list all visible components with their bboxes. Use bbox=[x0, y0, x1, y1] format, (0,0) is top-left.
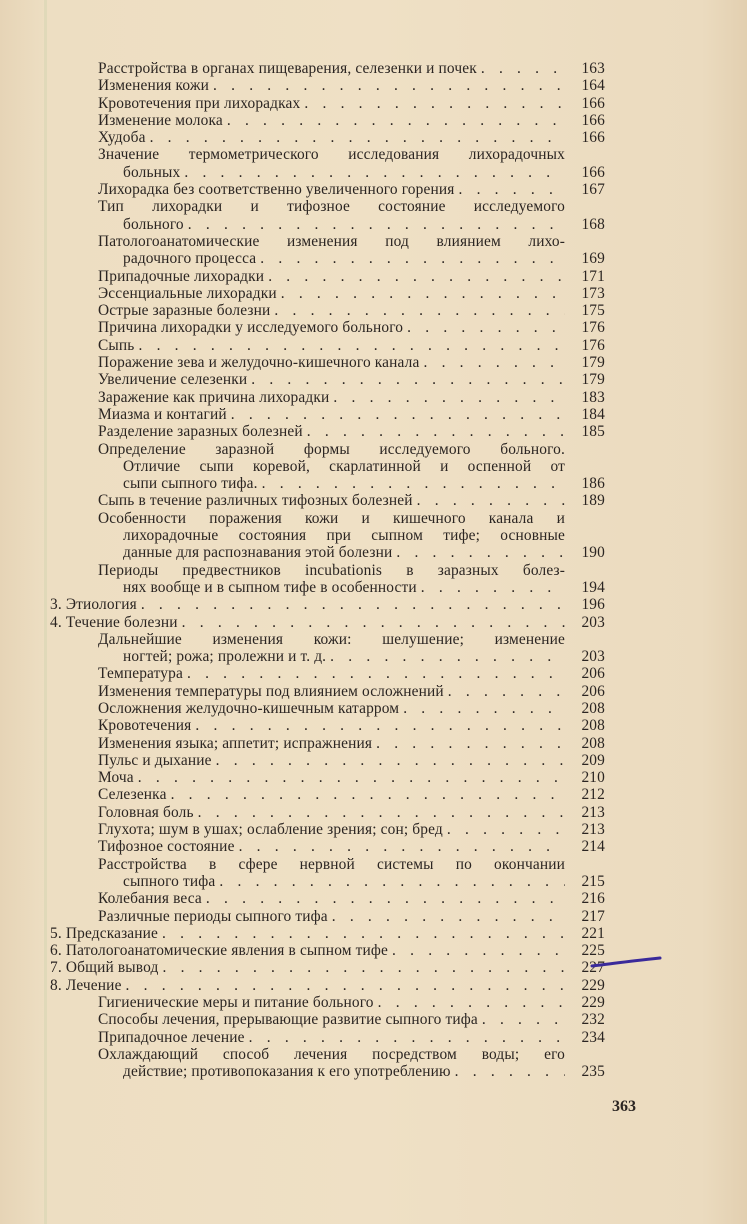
toc-entry-title-line: Тип лихорадки и тифозное состояние исследуемого bbox=[98, 198, 565, 216]
toc-entry-title: Гигиенические меры и питание больного bbox=[98, 994, 374, 1012]
leader-dots bbox=[403, 319, 565, 336]
toc-entry-title: Увеличение селезенки bbox=[98, 371, 248, 389]
toc-subsection[interactable] bbox=[50, 908, 605, 925]
table-of-contents bbox=[50, 60, 605, 1081]
leader-dots bbox=[300, 95, 565, 112]
toc-subsection[interactable] bbox=[50, 821, 605, 838]
toc-page-number: 184 bbox=[581, 405, 605, 423]
toc-entry-title: Способы лечения, прерывающие развитие сыпного тифа bbox=[98, 1011, 478, 1029]
toc-entry-title: Моча bbox=[98, 769, 134, 787]
toc-page-number: 176 bbox=[581, 319, 605, 337]
toc-page-number: 163 bbox=[581, 60, 605, 77]
toc-section[interactable] bbox=[50, 925, 605, 942]
toc-subsection[interactable] bbox=[50, 423, 605, 440]
toc-page-number: 168 bbox=[581, 215, 605, 233]
toc-entry-title: действие; противопоказания к его употреблению bbox=[123, 1063, 451, 1081]
toc-page-number: 227 bbox=[581, 959, 605, 977]
toc-subsection[interactable] bbox=[50, 700, 605, 717]
toc-subsection[interactable] bbox=[50, 769, 605, 786]
toc-page-number: 164 bbox=[581, 77, 605, 95]
leader-dots bbox=[326, 648, 565, 665]
page-number: 363 bbox=[612, 1098, 636, 1115]
leader-dots bbox=[209, 77, 565, 94]
toc-entry-title: Головная боль bbox=[98, 803, 194, 821]
toc-entry-title: Температура bbox=[98, 665, 183, 683]
leader-dots bbox=[413, 492, 565, 509]
toc-subsection[interactable] bbox=[50, 631, 605, 666]
toc-entry-title-line: Значение термометрического исследования лихорадочных bbox=[98, 146, 565, 164]
toc-page-number: 225 bbox=[581, 942, 605, 960]
leader-dots bbox=[158, 959, 565, 976]
toc-section[interactable] bbox=[50, 959, 605, 976]
toc-subsection[interactable] bbox=[50, 735, 605, 752]
toc-page-number: 212 bbox=[581, 786, 605, 804]
toc-page-number: 203 bbox=[581, 648, 605, 666]
toc-page-number: 235 bbox=[581, 1063, 605, 1081]
leader-dots bbox=[444, 683, 565, 700]
toc-page-number: 190 bbox=[581, 544, 605, 562]
toc-entry-title: Причина лихорадки у исследуемого больного bbox=[98, 319, 404, 337]
toc-entry-title: Кровотечения при лихорадках bbox=[98, 94, 301, 112]
toc-page-number: 208 bbox=[581, 717, 605, 735]
toc-entry-title: сыпного тифа bbox=[123, 872, 216, 890]
toc-subsection[interactable] bbox=[50, 371, 605, 388]
leader-dots bbox=[264, 268, 565, 285]
leader-dots bbox=[134, 769, 565, 786]
toc-entry-title: Кровотечения bbox=[98, 717, 192, 735]
toc-subsection[interactable] bbox=[50, 1011, 605, 1028]
toc-page-number: 189 bbox=[581, 492, 605, 510]
page-fold-shadow bbox=[44, 0, 47, 1224]
toc-entry-title: Сыпь bbox=[98, 336, 135, 354]
toc-section[interactable] bbox=[50, 596, 605, 613]
toc-entry-title: Расстройства в органах пищеварения, селезенки и почек bbox=[98, 60, 477, 77]
toc-subsection[interactable] bbox=[50, 1029, 605, 1046]
toc-page-number: 169 bbox=[581, 250, 605, 268]
toc-section[interactable] bbox=[50, 942, 605, 959]
toc-subsection[interactable] bbox=[50, 95, 605, 112]
toc-entry-title: 8. Лечение bbox=[50, 976, 122, 994]
leader-dots bbox=[245, 1029, 565, 1046]
toc-entry-title: Миазма и контагий bbox=[98, 405, 227, 423]
toc-page-number: 179 bbox=[581, 354, 605, 372]
toc-entry-title: 7. Общий вывод bbox=[50, 959, 159, 977]
leader-dots bbox=[451, 1063, 565, 1080]
leader-dots bbox=[158, 925, 565, 942]
toc-subsection[interactable] bbox=[50, 354, 605, 371]
leader-dots bbox=[194, 804, 565, 821]
toc-entry-title-line: лихорадочные состояния при сыпном тифе; основные bbox=[123, 527, 565, 545]
toc-entry-title: Различные периоды сыпного тифа bbox=[98, 907, 328, 925]
leader-dots bbox=[454, 181, 565, 198]
toc-page-number: 179 bbox=[581, 371, 605, 389]
toc-page-number: 185 bbox=[581, 423, 605, 441]
toc-entry-title: 6. Патологоанатомические явления в сыпном тифе bbox=[50, 942, 388, 960]
toc-subsection[interactable] bbox=[50, 302, 605, 319]
leader-dots bbox=[277, 285, 565, 302]
leader-dots bbox=[137, 596, 565, 613]
toc-entry-title: 5. Предсказание bbox=[50, 924, 159, 942]
leader-dots bbox=[372, 735, 565, 752]
toc-page-number: 175 bbox=[581, 302, 605, 320]
toc-entry-title-line: Расстройства в сфере нервной системы по окончании bbox=[98, 855, 565, 873]
leader-dots bbox=[443, 821, 565, 838]
toc-entry-title: нях вообще и в сыпном тифе в особенности bbox=[123, 578, 417, 596]
toc-page-number: 208 bbox=[581, 699, 605, 717]
toc-subsection[interactable] bbox=[50, 717, 605, 734]
toc-entry-title: больных bbox=[123, 163, 181, 181]
toc-page-number: 234 bbox=[581, 1028, 605, 1046]
leader-dots bbox=[227, 406, 565, 423]
toc-subsection[interactable] bbox=[50, 285, 605, 302]
toc-subsection[interactable] bbox=[50, 752, 605, 769]
leader-dots bbox=[215, 873, 565, 890]
toc-entry-title: Припадочные лихорадки bbox=[98, 267, 265, 285]
toc-page-number: 229 bbox=[581, 994, 605, 1012]
toc-entry-title: Разделение заразных болезней bbox=[98, 423, 303, 441]
leader-dots bbox=[417, 579, 565, 596]
toc-page-number: 232 bbox=[581, 1011, 605, 1029]
leader-dots bbox=[247, 371, 565, 388]
toc-entry-title: Изменения языка; аппетит; испражнения bbox=[98, 734, 373, 752]
leader-dots bbox=[388, 942, 565, 959]
toc-entry-title: сыпи сыпного тифа. bbox=[123, 475, 258, 493]
toc-entry-title-line: Патологоанатомические изменения под влиянием лихо- bbox=[98, 232, 565, 250]
toc-subsection[interactable] bbox=[50, 665, 605, 682]
toc-subsection[interactable] bbox=[50, 510, 605, 562]
toc-subsection[interactable] bbox=[50, 112, 605, 129]
toc-subsection[interactable] bbox=[50, 994, 605, 1011]
leader-dots bbox=[235, 838, 565, 855]
toc-subsection[interactable] bbox=[50, 337, 605, 354]
toc-entry-title: Глухота; шум в ушах; ослабление зрения; сон; бред bbox=[98, 821, 443, 839]
toc-subsection[interactable] bbox=[50, 319, 605, 336]
toc-subsection[interactable] bbox=[50, 786, 605, 803]
toc-subsection[interactable] bbox=[50, 198, 605, 233]
toc-entry-title: Изменение молока bbox=[98, 111, 223, 129]
leader-dots bbox=[184, 216, 565, 233]
toc-subsection[interactable] bbox=[50, 441, 605, 493]
leader-dots bbox=[478, 1011, 565, 1028]
leader-dots bbox=[122, 977, 565, 994]
toc-page-number: 194 bbox=[581, 578, 605, 596]
toc-entry-title: Изменения температуры под влиянием осложнений bbox=[98, 682, 444, 700]
toc-page-number: 203 bbox=[581, 613, 605, 631]
toc-subsection[interactable] bbox=[50, 492, 605, 509]
toc-entry-title: Заражение как причина лихорадки bbox=[98, 388, 330, 406]
toc-subsection[interactable] bbox=[50, 77, 605, 94]
toc-subsection[interactable] bbox=[50, 268, 605, 285]
leader-dots bbox=[178, 614, 565, 631]
toc-section[interactable] bbox=[50, 614, 605, 631]
toc-section[interactable] bbox=[50, 977, 605, 994]
toc-page-number: 206 bbox=[581, 682, 605, 700]
toc-entry-title: Эссенциальные лихорадки bbox=[98, 284, 277, 302]
toc-page-number: 210 bbox=[581, 769, 605, 787]
leader-dots bbox=[392, 544, 565, 561]
toc-entry-title: Острые заразные болезни bbox=[98, 302, 271, 320]
leader-dots bbox=[303, 423, 565, 440]
toc-page-number: 196 bbox=[581, 596, 605, 614]
toc-page-number: 166 bbox=[581, 111, 605, 129]
toc-page-number: 176 bbox=[581, 336, 605, 354]
toc-subsection[interactable] bbox=[50, 562, 605, 597]
toc-entry-title: радочного процесса bbox=[123, 250, 257, 268]
toc-page-number: 229 bbox=[581, 976, 605, 994]
toc-entry-title: Лихорадка без соответственно увеличенного горения bbox=[98, 181, 455, 199]
toc-page-number: 166 bbox=[581, 129, 605, 147]
toc-entry-title: Осложнения желудочно-кишечным катарром bbox=[98, 699, 400, 717]
toc-page-number: 183 bbox=[581, 388, 605, 406]
toc-entry-title: Изменения кожи bbox=[98, 77, 209, 95]
toc-entry-title-line: Особенности поражения кожи и кишечного канала и bbox=[98, 509, 565, 527]
leader-dots bbox=[183, 665, 565, 682]
leader-dots bbox=[374, 994, 565, 1011]
leader-dots bbox=[223, 112, 565, 129]
toc-subsection[interactable] bbox=[50, 129, 605, 146]
toc-page-number: 186 bbox=[581, 475, 605, 493]
toc-page-number: 173 bbox=[581, 284, 605, 302]
toc-page-number: 213 bbox=[581, 803, 605, 821]
toc-subsection[interactable] bbox=[50, 233, 605, 268]
leader-dots bbox=[180, 164, 565, 181]
toc-entry-title: Селезенка bbox=[98, 786, 167, 804]
toc-page-number: 166 bbox=[581, 94, 605, 112]
toc-page-number: 209 bbox=[581, 751, 605, 769]
toc-subsection[interactable] bbox=[50, 146, 605, 181]
toc-entry-title: Тифозное состояние bbox=[98, 838, 235, 856]
toc-page-number: 171 bbox=[581, 267, 605, 285]
toc-entry-title: Пульс и дыхание bbox=[98, 751, 212, 769]
toc-subsection[interactable] bbox=[50, 60, 605, 77]
toc-subsection[interactable] bbox=[50, 838, 605, 855]
toc-subsection[interactable] bbox=[50, 856, 605, 891]
toc-page-number: 221 bbox=[581, 924, 605, 942]
pen-underline-mark bbox=[590, 952, 662, 970]
toc-entry-title-line: Дальнейшие изменения кожи: шелушение; изменение bbox=[98, 630, 565, 648]
toc-entry-title: Поражение зева и желудочно-кишечного канала bbox=[98, 354, 420, 372]
toc-entry-title: Худоба bbox=[98, 129, 146, 147]
toc-subsection[interactable] bbox=[50, 389, 605, 406]
toc-entry-title: данные для распознавания этой болезни bbox=[123, 544, 393, 562]
toc-entry-title: Сыпь в течение различных тифозных болезней bbox=[98, 492, 413, 510]
leader-dots bbox=[191, 717, 565, 734]
leader-dots bbox=[167, 786, 565, 803]
toc-subsection[interactable] bbox=[50, 406, 605, 423]
toc-page-number: 215 bbox=[581, 872, 605, 890]
toc-page-number: 216 bbox=[581, 890, 605, 908]
toc-entry-title-line: Определение заразной формы исследуемого больного. bbox=[98, 440, 565, 458]
toc-entry-title-line: Отличие сыпи коревой, скарлатинной и оспенной от bbox=[123, 457, 565, 475]
toc-subsection[interactable] bbox=[50, 1046, 605, 1081]
toc-subsection[interactable] bbox=[50, 181, 605, 198]
toc-entry-title-line: Периоды предвестников incubationis в заразных болез- bbox=[98, 561, 565, 579]
toc-page-number: 217 bbox=[581, 907, 605, 925]
toc-page-number: 166 bbox=[581, 163, 605, 181]
toc-page-number: 167 bbox=[581, 181, 605, 199]
leader-dots bbox=[270, 302, 565, 319]
toc-subsection[interactable] bbox=[50, 804, 605, 821]
toc-page-number: 206 bbox=[581, 665, 605, 683]
leader-dots bbox=[419, 354, 565, 371]
leader-dots bbox=[258, 475, 565, 492]
toc-entry-title: Колебания веса bbox=[98, 890, 202, 908]
toc-page-number: 214 bbox=[581, 838, 605, 856]
leader-dots bbox=[202, 890, 565, 907]
toc-page-number: 213 bbox=[581, 821, 605, 839]
leader-dots bbox=[329, 389, 565, 406]
toc-entry-title: 4. Течение болезни bbox=[50, 613, 178, 631]
leader-dots bbox=[477, 60, 565, 77]
toc-entry-title: 3. Этиология bbox=[50, 596, 137, 614]
toc-entry-title-line: Охлаждающий способ лечения посредством воды; его bbox=[98, 1045, 565, 1063]
toc-entry-title: ногтей; рожа; пролежни и т. д. bbox=[123, 648, 327, 666]
leader-dots bbox=[256, 250, 565, 267]
leader-dots bbox=[134, 337, 565, 354]
toc-entry-title: больного bbox=[123, 215, 184, 233]
leader-dots bbox=[212, 752, 565, 769]
leader-dots bbox=[399, 700, 565, 717]
leader-dots bbox=[146, 129, 565, 146]
toc-subsection[interactable] bbox=[50, 683, 605, 700]
leader-dots bbox=[328, 908, 565, 925]
toc-entry-title: Припадочное лечение bbox=[98, 1028, 245, 1046]
toc-subsection[interactable] bbox=[50, 890, 605, 907]
toc-page-number: 208 bbox=[581, 734, 605, 752]
